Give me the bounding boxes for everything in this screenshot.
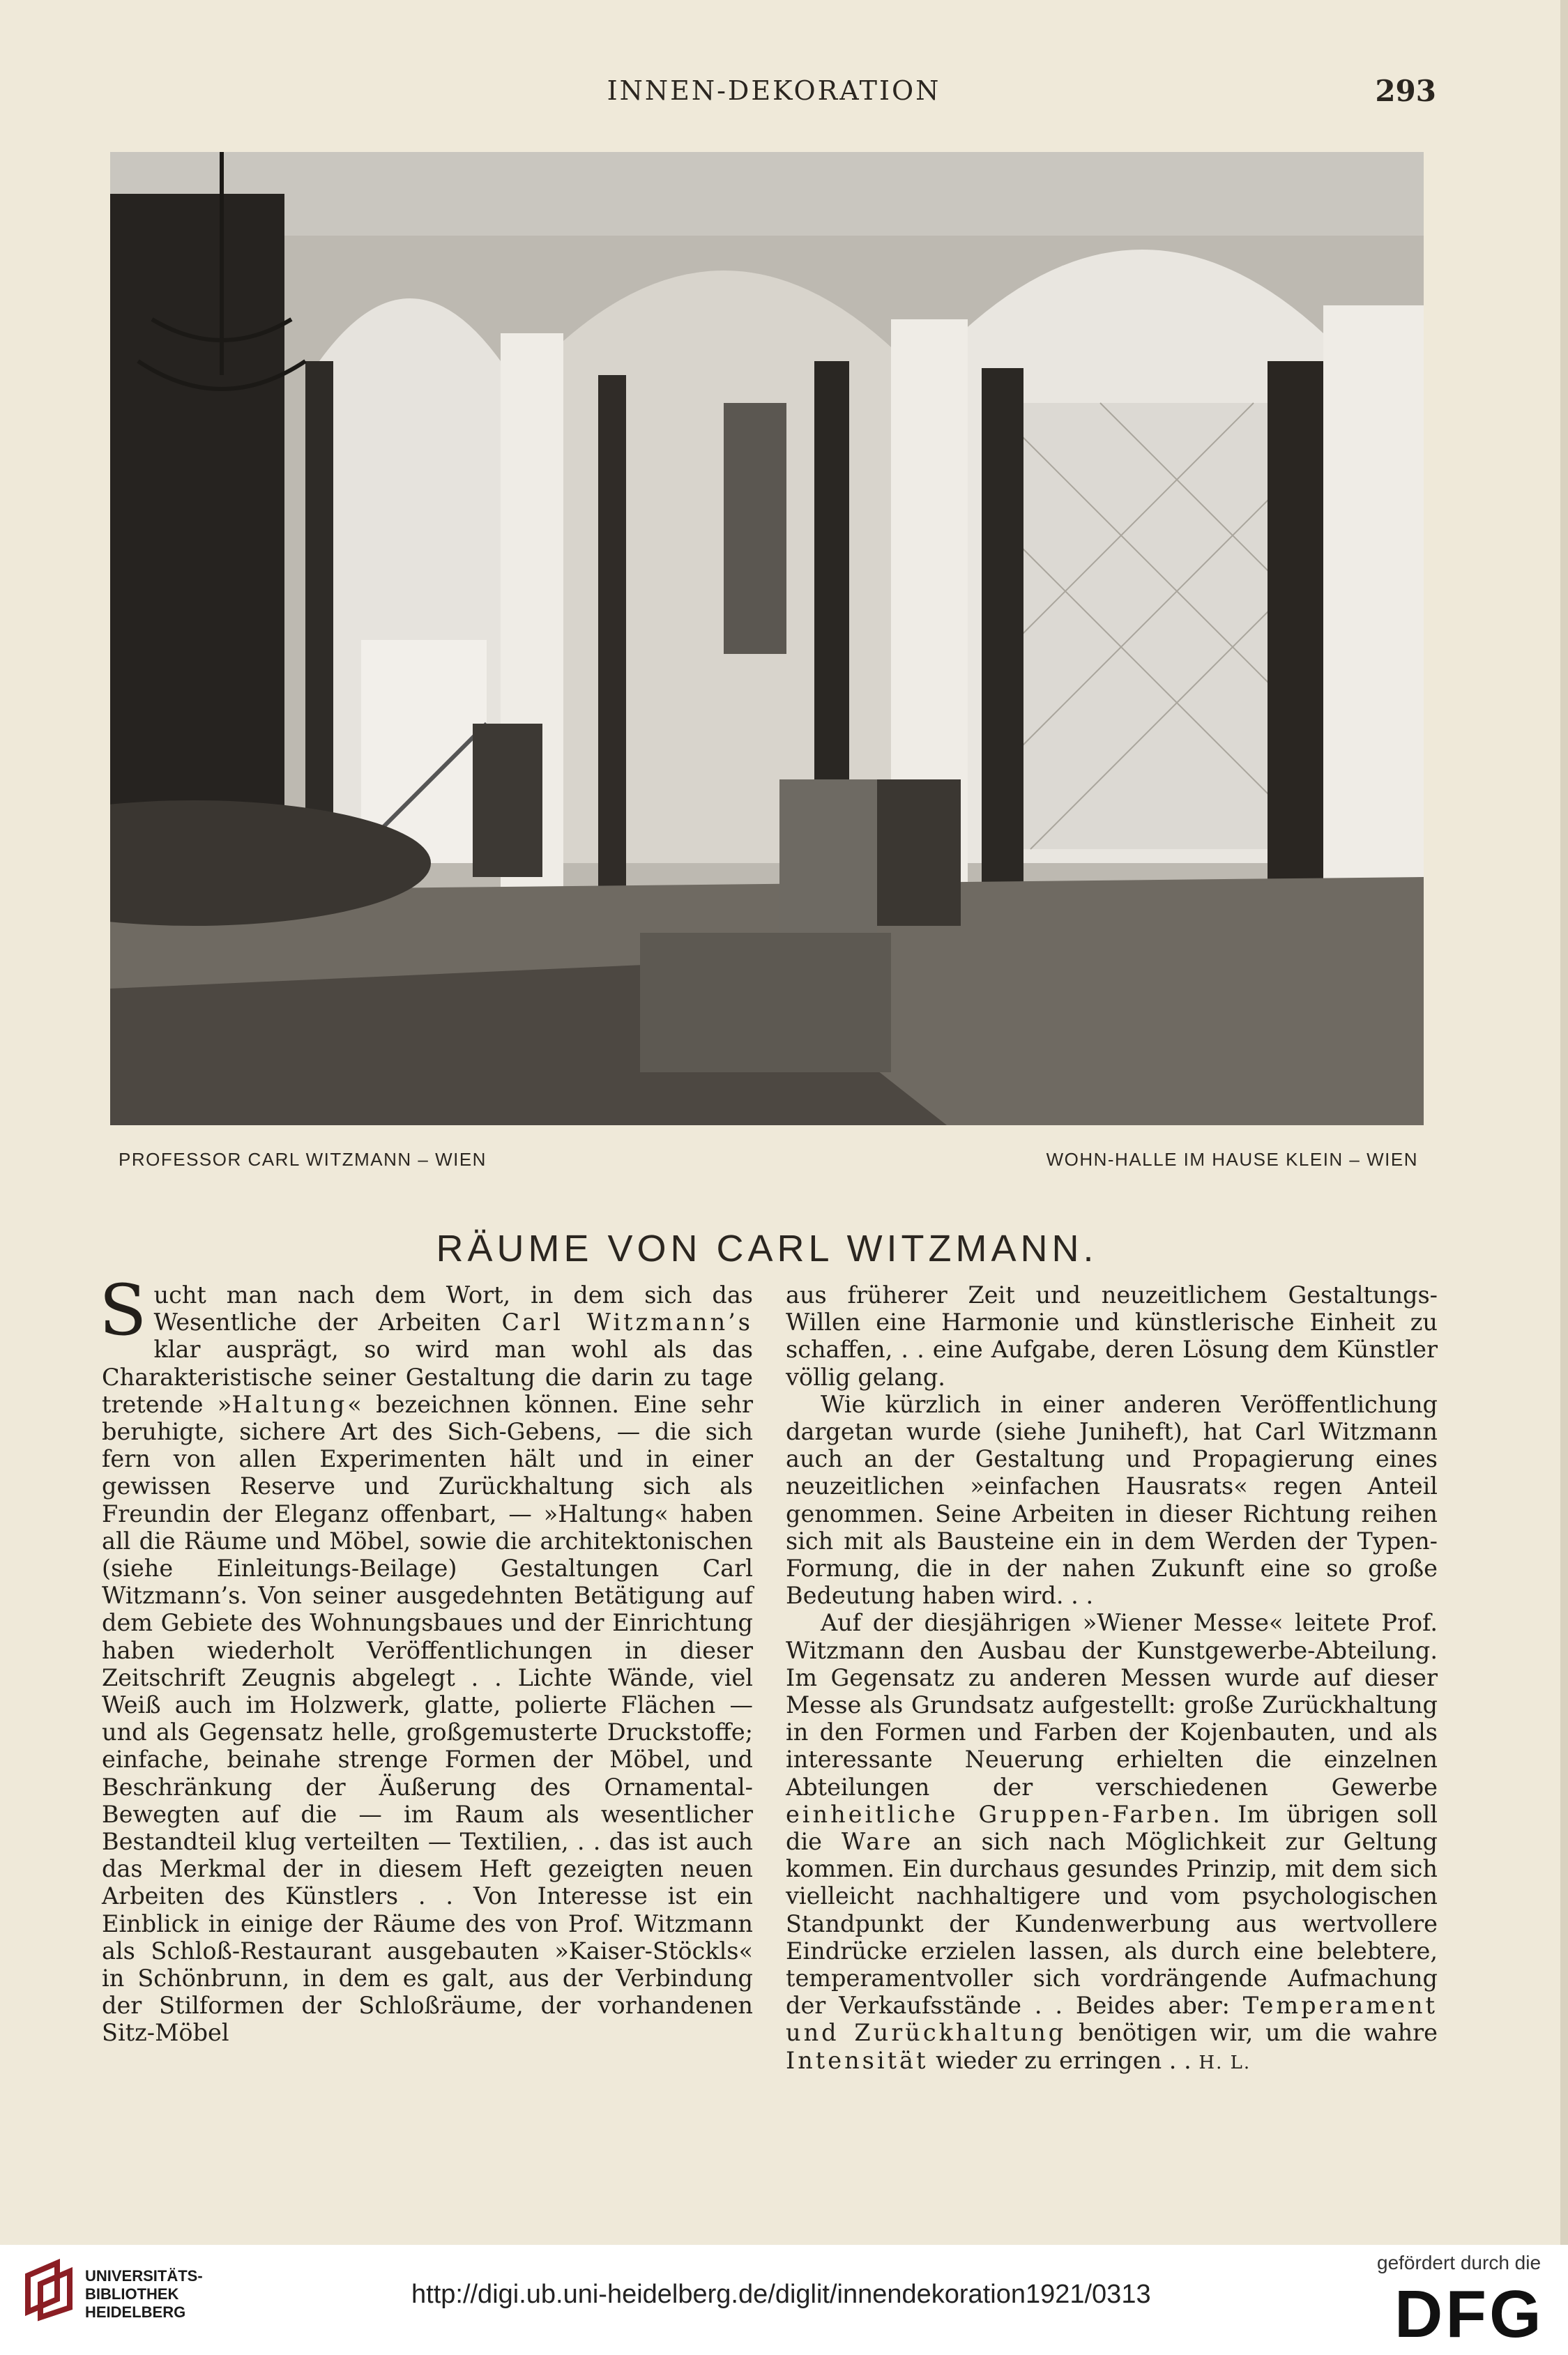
page-number: 293 xyxy=(1375,74,1436,108)
text-run: . Im übrigen soll die xyxy=(786,1800,1438,1856)
library-name-line: HEIDELBERG xyxy=(85,2303,186,2321)
interior-photograph xyxy=(110,152,1424,1125)
author-signature: H. L. xyxy=(1198,2052,1251,2073)
text-run: « bezeichnen können. Eine sehr beruhigte, sichere Art des Sich-Gebens, — die sich fern von allen Experimenten hält und in einer gewissen Reserve und Zurückhaltung sich als Freundin der Eleganz offenbart, — »Haltung« haben all die Räume und Möbel, sowie die architektonischen (siehe Einleitungs-Beilage) Gestaltungen Carl Witzmann’s. Von seiner ausgedehnten Betätigung auf dem Gebiete des Wohnungsbaues und der Einrichtung haben wiederholt Veröffentlichungen in dieser Zeitschrift Zeugnis abgelegt . . Lichte Wände, viel Weiß auch im Holzwerk, glatte, polierte Flächen — und als Gegensatz helle, großgemusterte Druckstoffe; einfache, beinahe strenge Formen der Möbel, und Beschränkung der Äußerung des Ornamental-Bewegten auf die — im Raum als wesentlicher Bestandteil klug verteilten — Textilien, . . das ist auch das Merkmal der in diesem Heft gezeigten neuen Arbeiten des Künstlers . . Von Interesse ist ein Einblick in einige der Räume des von Prof. Witzmann als Schloß-Restaurant ausgebauten »Kaiser-Stöckls« in Schönbrunn, in dem es galt, aus der Verbindung der Stilformen der Schloßräume, der vorhandenen Sitz-Möbel xyxy=(102,1390,753,2047)
source-url-link[interactable]: http://digi.ub.uni-heidelberg.de/diglit/innendekoration1921/0313 xyxy=(411,2280,1151,2309)
library-name-line: BIBLIOTHEK xyxy=(85,2285,179,2303)
photo-caption-left: PROFESSOR CARL WITZMANN – WIEN xyxy=(119,1149,487,1170)
spaced-name: Carl Witzmann’s xyxy=(501,1309,753,1336)
paragraph: Wie kürzlich in einer anderen Veröffentlichung dargetan wurde (siehe Juniheft), hat Carl Witzmann auch an der Gestaltung und Propagierung eines neuzeitlichen »einfachen Hausrats« regen Anteil genommen. Seine Arbeiten in dieser Richtung reihen sich mit als Bausteine ein in dem Werden der Typen-Formung, die in der nahen Zukunft eine so große Bedeutung haben wird. . . xyxy=(786,1390,1438,1610)
paragraph xyxy=(99,1270,753,2047)
drop-cap: S xyxy=(99,1270,147,1351)
spaced-emphasis: Haltung xyxy=(231,1390,348,1418)
text-run: benötigen wir, um die wahre xyxy=(1066,2019,1438,2047)
text-run: wieder zu erringen . . xyxy=(928,2046,1199,2074)
paragraph: aus früherer Zeit und neuzeitlichem Gestaltungs-Willen eine Harmonie und künstlerische Einheit zu schaffen, . . eine Aufgabe, deren Lösung dem Künstler völlig gelang. xyxy=(786,1281,1438,1391)
paragraph xyxy=(786,1609,1438,2076)
text-run: ucht man nach dem Wort, in dem sich das Wesentliche der Arbeiten xyxy=(153,1281,753,1336)
article-title: RÄUME VON CARL WITZMANN. xyxy=(436,1228,1098,1270)
photo-caption-right: WOHN-HALLE IM HAUSE KLEIN – WIEN xyxy=(1046,1149,1418,1170)
text-run: klar ausprägt, so wird man wohl als das Charakteristische seiner Gestaltung die darin zu tage tretende » xyxy=(102,1336,753,1418)
library-name-line: UNIVERSITÄTS- xyxy=(85,2267,203,2285)
text-run: an sich nach Möglichkeit zur Geltung kommen. Ein durchaus gesundes Prinzip, mit dem sich vielleicht nachhaltigere und vom psychologischen Standpunkt der Kundenwerbung aus wertvollere Eindrücke erzielen lassen, als durch eine belebtere, temperamentvoller sich vordrängende Aufmachung der Verkaufsstände . . Beides aber: xyxy=(786,1828,1438,2020)
spaced-emphasis: Ware xyxy=(841,1828,914,1856)
spaced-emphasis: Intensität xyxy=(786,2046,929,2074)
dfg-logo[interactable]: DFG xyxy=(1394,2277,1544,2352)
library-logo-icon[interactable] xyxy=(15,2256,82,2323)
text-column-left xyxy=(99,1270,753,2047)
funding-label: gefördert durch die xyxy=(1377,2252,1542,2273)
text-column-right xyxy=(786,1281,1438,2077)
library-name xyxy=(85,2267,203,2322)
running-title: INNEN-DEKORATION xyxy=(607,75,941,106)
spaced-emphasis: Temperament und Zurückhaltung xyxy=(786,1992,1438,2047)
spaced-emphasis: einheitliche Gruppen-Farben xyxy=(786,1800,1213,1828)
page-edge xyxy=(1560,0,1568,2245)
text-run: Auf der diesjährigen »Wiener Messe« leitete Prof. Witzmann den Ausbau der Kunstgewerbe-Abteilung. Im Gegensatz zu anderen Messen wurde auf dieser Messe als Grundsatz aufgestellt: große Zurückhaltung in den Formen und Farben der Kojenbauten, und als interessante Neuerung erhielten die einzelnen Abteilungen der verschiedenen Gewerbe xyxy=(786,1609,1438,1801)
